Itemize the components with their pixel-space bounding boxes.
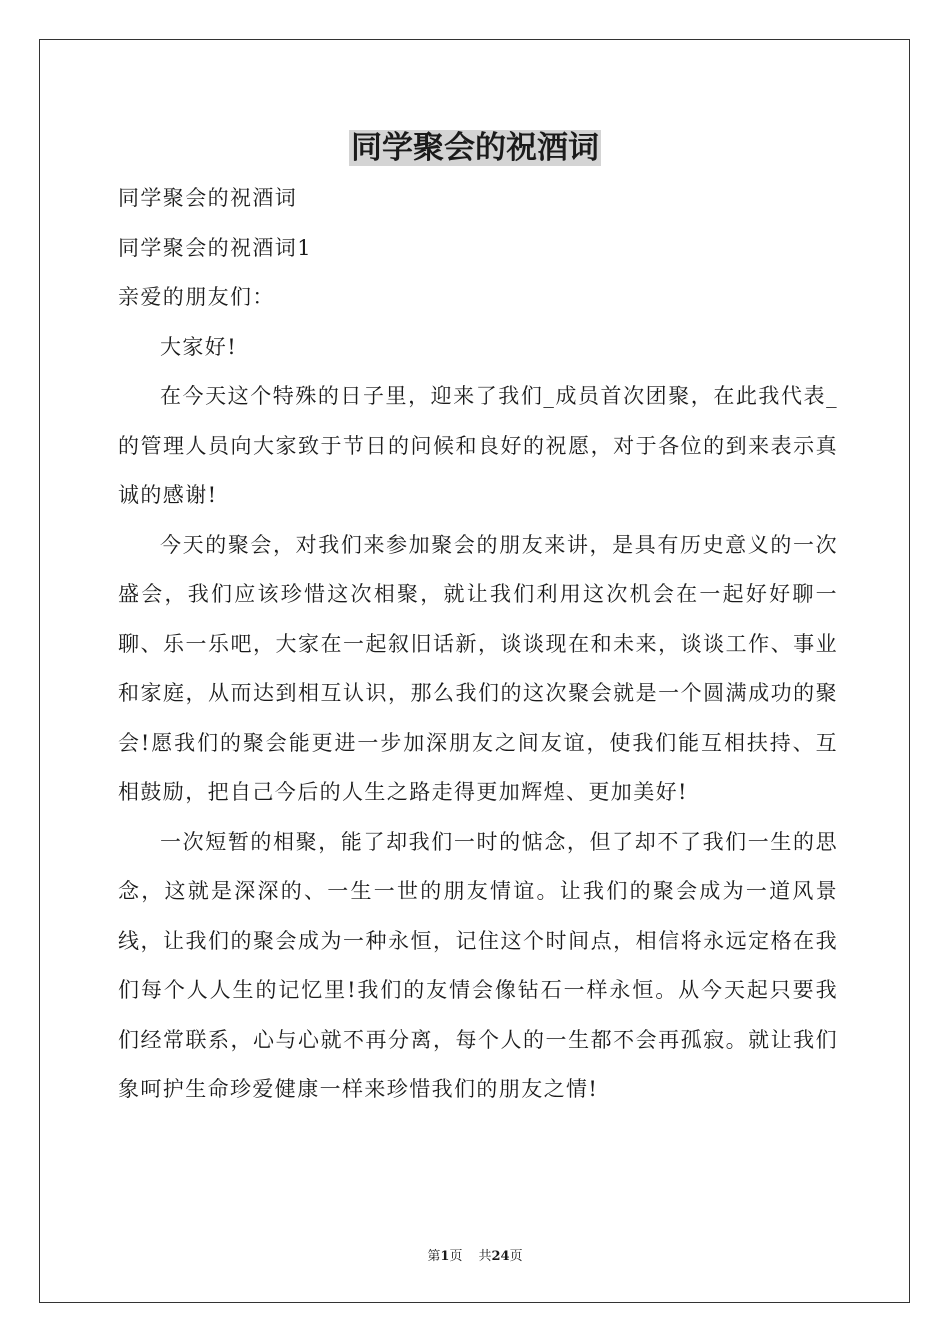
- paragraph-salutation: 亲爱的朋友们：: [118, 285, 275, 309]
- page-number: 1: [440, 1249, 450, 1264]
- paragraph-greeting: 大家好!: [160, 334, 238, 359]
- paragraph-significance: 今天的聚会，对我们来参加聚会的朋友来讲，是具有历史意义的一次盛会，我们应该珍惜这次相聚，就让我们利用这次机会在一起好好聊一聊、乐一乐吧，大家在一起叙旧话新，谈谈现在和未来，谈谈工作、事业和家庭，从而达到相互认识，那么我们的这次聚会就是一个圆满成功的聚会!愿我们的聚会能更进一步加深朋友之间友谊，使我们能互相扶持、互相鼓励，把自己今后的人生之路走得更加辉煌、更加美好!: [118, 532, 838, 804]
- page-footer: [0, 1248, 950, 1266]
- paragraph-welcome: 在今天这个特殊的日子里，迎来了我们_成员首次团聚，在此我代表_的管理人员向大家致于节日的问候和良好的祝愿，对于各位的到来表示真诚的感谢!: [118, 384, 838, 507]
- document-body: [118, 174, 838, 1115]
- page-suffix: 页: [449, 1249, 463, 1264]
- paragraph-subheading: 同学聚会的祝酒词1: [118, 235, 312, 260]
- page-prefix: 第: [427, 1249, 441, 1264]
- document-title: [0, 126, 950, 170]
- total-pages: 24: [491, 1249, 510, 1264]
- total-suffix: 页: [509, 1249, 523, 1264]
- paragraph-heading: 同学聚会的祝酒词: [118, 186, 298, 210]
- title-text: 同学聚会的祝酒词: [351, 130, 599, 166]
- total-prefix: 共: [478, 1249, 492, 1264]
- paragraph-friendship: 一次短暂的相聚，能了却我们一时的惦念，但了却不了我们一生的思念，这就是深深的、一生一世的朋友情谊。让我们的聚会成为一道风景线，让我们的聚会成为一种永恒，记住这个时间点，相信将永远定格在我们每个人人生的记忆里!我们的友情会像钻石一样永恒。从今天起只要我们经常联系，心与心就不再分离，每个人的一生都不会再孤寂。就让我们象呵护生命珍爱健康一样来珍惜我们的朋友之情!: [118, 829, 838, 1101]
